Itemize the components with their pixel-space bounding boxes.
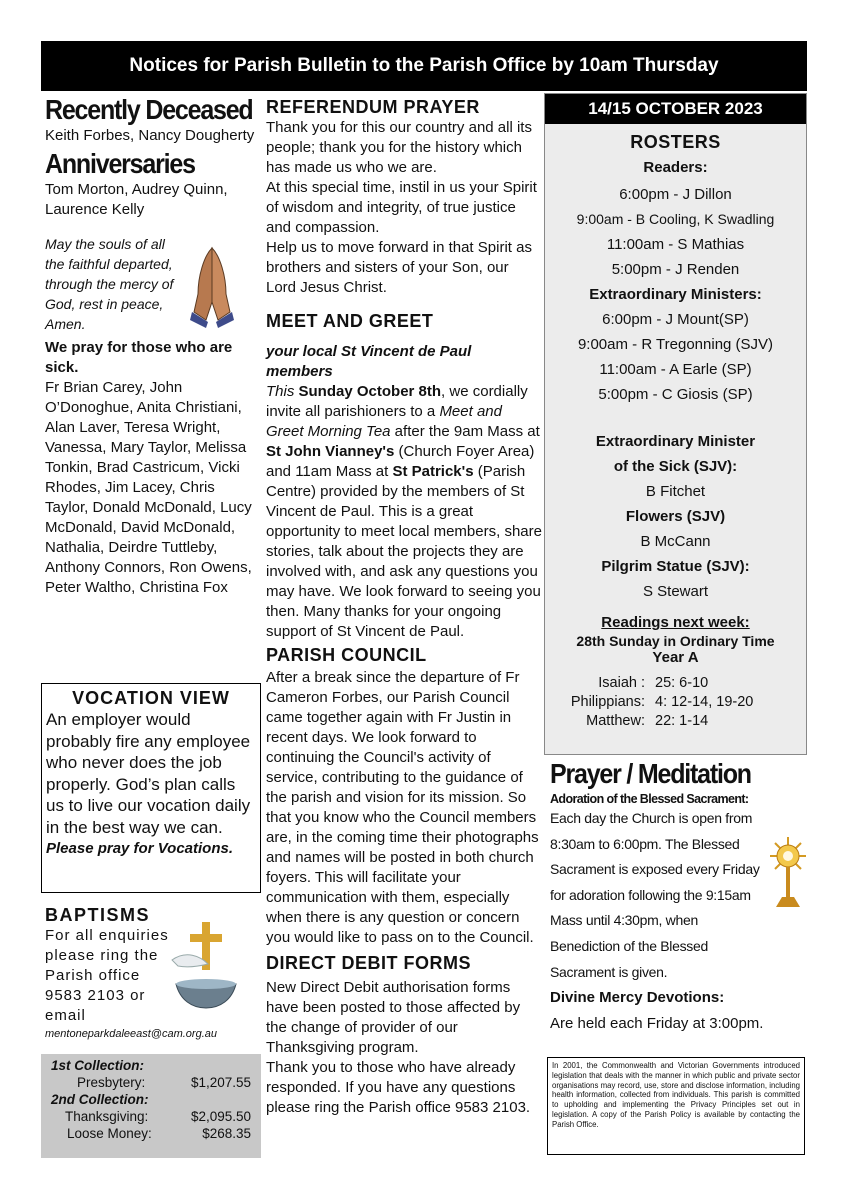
deceased-names: Keith Forbes, Nancy Dougherty (45, 127, 255, 144)
debit-p1: New Direct Debit authorisation forms have been posted to those affected by the change of provider of our Thanksgiving program. (266, 979, 521, 1056)
reader-line: 9:00am - B Cooling, K Swadling (576, 211, 775, 227)
mercy-body: Are held each Friday at 3:00pm. (550, 1015, 764, 1033)
mercy-heading: Divine Mercy Devotions: (550, 989, 725, 1007)
reading-book: Philippians: (570, 694, 645, 710)
adoration-body: Each day the Church is open from 8:30am to 6:00pm. The Blessed Sacrament is exposed every Friday for adoration following the 9:15am Mass until 4:30pm, when Benediction of the Blessed Sacrament is given. (550, 810, 760, 980)
referendum-p2: At this special time, instil in us your Spirit of wisdom and integrity, of true justice and compassion. (266, 179, 537, 236)
readings-list (545, 674, 806, 731)
rosters-heading: ROSTERS (630, 132, 721, 152)
meet-body: This Sunday October 8th, we cordially invite all parishioners to a Meet and Greet Morning Tea after the 9am Mass at St John Vianney's (Church Foyer Area) and 11am Mass at St Patrick's (Parish Centre) provided by the members of St Vincent de Paul. This is a great opportunity to meet local members, share stories, talk about the projects they are involved with, and ask any questions you may have. We look forward to seeing you then. Many thanks for your ongoing support of St Vincent de Paul. (266, 383, 542, 640)
baptism-dove-cross-icon (166, 920, 246, 1010)
reader-line: 6:00pm - J Dillon (619, 186, 732, 203)
baptisms-body: For all enquiries please ring the Parish office 9583 2103 or email (45, 927, 169, 1024)
reader-line: 5:00pm - J Renden (611, 261, 740, 278)
collections-box (41, 1054, 261, 1158)
sick-heading: We pray for those who are sick. (45, 339, 233, 376)
meditation-heading: Prayer / Meditation (550, 758, 751, 790)
liturgical-year: Year A (652, 649, 699, 666)
reading-ref: 22: 1-14 (655, 713, 709, 729)
second-collection-heading: 2nd Collection: (51, 1092, 149, 1107)
baptisms-email: mentoneparkdaleeast@cam.org.au (45, 1028, 217, 1040)
anniversaries-heading: Anniversaries (45, 148, 195, 180)
ministers-heading: Extraordinary Ministers: (589, 286, 762, 303)
reading-book: Matthew: (586, 713, 645, 729)
minister-line: 9:00am - R Tregonning (SJV) (577, 336, 774, 353)
vocation-heading: VOCATION VIEW (72, 688, 230, 708)
reading-ref: 4: 12-14, 19-20 (655, 694, 754, 710)
minister-line: 6:00pm - J Mount(SP) (602, 311, 749, 328)
debit-p2: Thank you to those who have already responded. If you have any questions please ring the Parish office 9583 2103. (266, 1059, 531, 1116)
reading-ref: 25: 6-10 (655, 675, 709, 691)
sick-names: Fr Brian Carey, John O’Donoghue, Anita Christiani, Alan Laver, Teresa Wright, Vanessa, Mary Taylor, Melissa Tonkin, Brad Castricum, Vicki Rhodes, Jim Lacey, Chris Taylor, Donald McDonald, Lucy McDonald, David McDonald, Nathalia, Deirdre Tuttleby, Anthony Connors, Ron Owens, Peter Waltho, Christina Fox (45, 379, 252, 596)
first-collection-heading: 1st Collection: (51, 1058, 145, 1073)
vocation-body: An employer would probably fire any employee who never does the job properly. God’s plan calls us to live our vocation daily in the best way we can. (46, 710, 251, 837)
meditation-section (550, 760, 775, 1037)
souls-prayer: May the souls of all the faithful departed, through the mercy of God, rest in peace, Amen. (45, 236, 174, 332)
council-body: After a break since the departure of Fr Cameron Forbes, our Parish Council came together again with Fr Justin in recent days. We look forward to continuing the Council's activity of service, contributing to the guidance of the parish and vision for its mission. So that you know who the Council members are, in the coming time their photographs and names will be posted in both church foyers. This will facilitate your communication with them, especially when there is any question or concern you would like to pass on to the Council. (266, 669, 539, 946)
minister-line: 11:00am - A Earle (SP) (599, 361, 752, 378)
minister-line: 5:00pm - C Giosis (SP) (598, 386, 753, 403)
middle-column (266, 96, 542, 1118)
thanksgiving-row: Thanksgiving: $2,095.50 (65, 1109, 251, 1124)
anniversaries-names: Tom Morton, Audrey Quinn, Laurence Kelly (45, 181, 228, 218)
readers-heading: Readers: (643, 159, 708, 176)
sick-minister-name: B Fitchet (645, 483, 706, 500)
loose-money-row: Loose Money: $268.35 (67, 1126, 251, 1141)
referendum-heading: REFERENDUM PRAYER (266, 97, 480, 117)
reader-line: 11:00am - S Mathias (606, 236, 745, 253)
flowers-heading: Flowers (SJV) (625, 508, 726, 525)
meet-heading: MEET AND GREET (266, 311, 434, 331)
next-sunday: 28th Sunday in Ordinary Time (576, 633, 775, 649)
roster-date: 14/15 OCTOBER 2023 (545, 94, 806, 124)
deceased-heading: Recently Deceased (45, 94, 253, 126)
left-column (45, 96, 255, 598)
referendum-p1: Thank you for this our country and all its people; thank you for the history which has made us who we are. (266, 119, 532, 176)
rosters-box (544, 93, 807, 755)
statue-name: S Stewart (642, 583, 709, 600)
vocation-view-box (41, 683, 261, 893)
praying-hands-icon (190, 246, 234, 328)
monstrance-icon (768, 835, 808, 909)
sick-minister-heading: Extraordinary Minister of the Sick (SJV): (595, 433, 756, 475)
reading-book: Isaiah : (598, 675, 645, 691)
presbytery-row: Presbytery: $1,207.55 (77, 1075, 251, 1090)
adoration-heading: Adoration of the Blessed Sacrament: (550, 792, 749, 806)
referendum-p3: Help us to move forward in that Spirit as brothers and sisters of your Son, our Lord Jesus Christ. (266, 239, 532, 296)
meet-subtitle: your local St Vincent de Paul members (266, 343, 472, 380)
privacy-notice: In 2001, the Commonwealth and Victorian Governments introduced legislation that deals with the manner in which public and private sector organisations may record, use, store and disclose information, including health information, collected from individuals. This parish is committed to upholding and implementing the Privacy Principles set out in legislation. A copy of the Parish Policy is available by contacting the Parish Office. (547, 1057, 805, 1155)
debit-heading: DIRECT DEBIT FORMS (266, 953, 471, 973)
baptisms-heading: BAPTISMS (45, 905, 151, 925)
next-readings-heading: Readings next week: (601, 614, 750, 631)
flowers-name: B McCann (640, 533, 711, 550)
council-heading: PARISH COUNCIL (266, 645, 427, 665)
bulletin-banner: Notices for Parish Bulletin to the Parish Office by 10am Thursday (41, 41, 807, 91)
statue-heading: Pilgrim Statue (SJV): (601, 558, 750, 575)
vocation-closing: Please pray for Vocations. (46, 840, 234, 857)
